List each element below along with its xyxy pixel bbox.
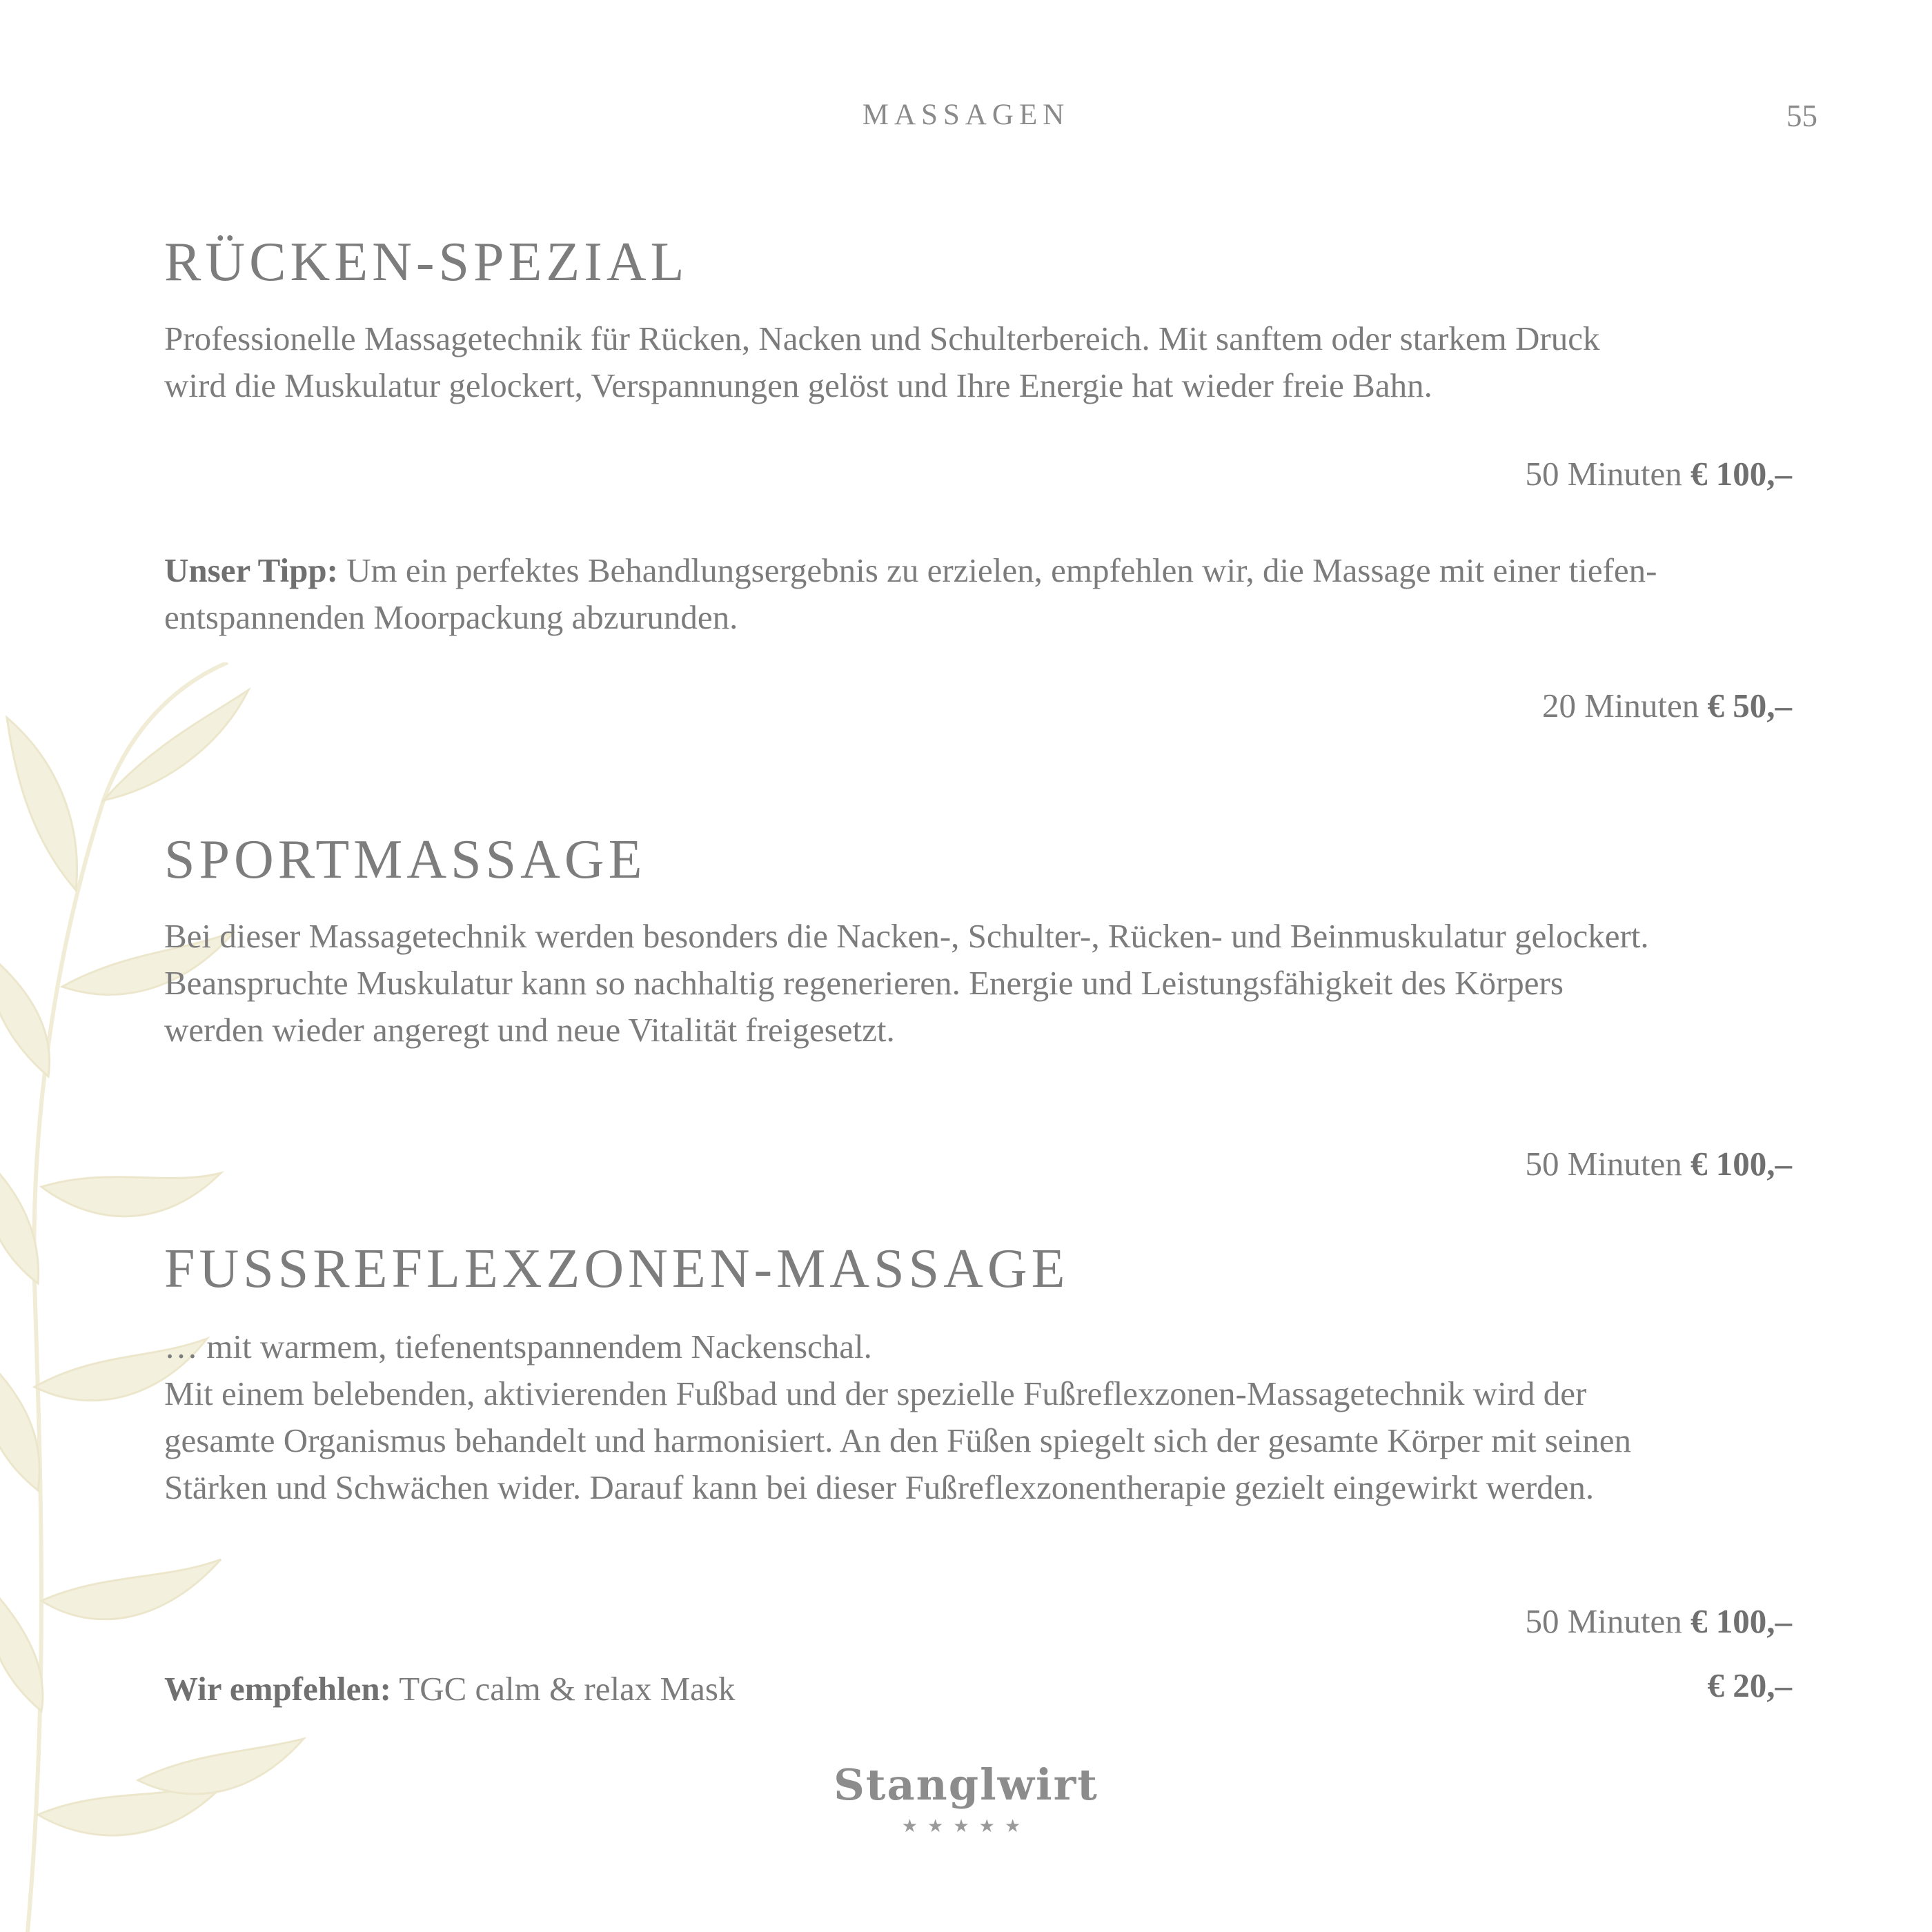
recommendation-label: Wir empfehlen: <box>164 1670 391 1708</box>
price-amount: € 20,– <box>1707 1666 1792 1704</box>
tip-line <box>164 547 1834 594</box>
price-duration: 50 Minuten <box>1525 1602 1682 1640</box>
section-description <box>164 315 1834 409</box>
price-line <box>1542 686 1792 725</box>
section-title-ruecken-spezial: RÜCKEN-SPEZIAL <box>164 232 689 293</box>
recommendation-product: TGC calm & relax Mask <box>399 1670 736 1708</box>
description-line: Professionelle Massagetechnik für Rücken, Nacken und Schulterbereich. Mit sanftem oder starkem Druck <box>164 319 1600 357</box>
price-line <box>1525 1601 1792 1641</box>
price-duration: 50 Minuten <box>1525 1145 1682 1183</box>
section-description <box>164 1323 1834 1511</box>
price-duration: 20 Minuten <box>1541 687 1699 724</box>
description-line: Beanspruchte Muskulatur kann so nachhaltig regenerieren. Energie und Leistungsfähigkeit des Körpers <box>164 964 1564 1002</box>
rating-stars: ★★★★★ <box>901 1816 1031 1836</box>
tip-line: entspannenden Moorpackung abzurunden. <box>164 598 738 636</box>
description-line: werden wieder angeregt und neue Vitalität freigesetzt. <box>164 1011 895 1049</box>
tip-text: Um ein perfektes Behandlungsergebnis zu erzielen, empfehlen wir, die Massage mit einer tiefen- <box>346 551 1657 589</box>
price-duration: 50 Minuten <box>1525 455 1682 493</box>
description-line: wird die Muskulatur gelockert, Verspannungen gelöst und Ihre Energie hat wieder freie Bahn. <box>164 366 1432 404</box>
tip-block <box>164 547 1834 641</box>
price-amount: € 50,– <box>1707 687 1792 724</box>
price-line <box>1525 454 1792 493</box>
price-amount: € 100,– <box>1690 1145 1792 1183</box>
page-number: 55 <box>1786 99 1817 133</box>
running-header: MASSAGEN <box>862 99 1070 131</box>
price-amount: € 100,– <box>1690 455 1792 493</box>
section-title-sportmassage: SPORTMASSAGE <box>164 829 647 890</box>
recommendation <box>164 1666 735 1713</box>
description-line: … mit warmem, tiefenentspannendem Nackenschal. <box>164 1328 872 1366</box>
description-line: Mit einem belebenden, aktivierenden Fußbad und der spezielle Fußreflexzonen-Massagetechnik wird der <box>164 1374 1587 1412</box>
tip-label: Unser Tipp: <box>164 551 338 589</box>
section-description <box>164 913 1834 1054</box>
stanglwirt-logo: Stanglwirt <box>834 1759 1098 1810</box>
description-line: gesamte Organismus behandelt und harmonisiert. An den Füßen spiegelt sich der gesamte Körper mit seinen <box>164 1421 1632 1459</box>
description-line: Stärken und Schwächen wider. Darauf kann bei dieser Fußreflexzonentherapie gezielt eingewirkt werden. <box>164 1468 1595 1506</box>
section-title-fussreflexzonen-massage: FUSSREFLEXZONEN-MASSAGE <box>164 1239 1070 1299</box>
description-line: Bei dieser Massagetechnik werden besonders die Nacken-, Schulter-, Rücken- und Beinmuskulatur gelockert. <box>164 917 1649 955</box>
price-line <box>1525 1144 1792 1183</box>
recommendation-price <box>1708 1666 1793 1705</box>
price-amount: € 100,– <box>1690 1602 1792 1640</box>
